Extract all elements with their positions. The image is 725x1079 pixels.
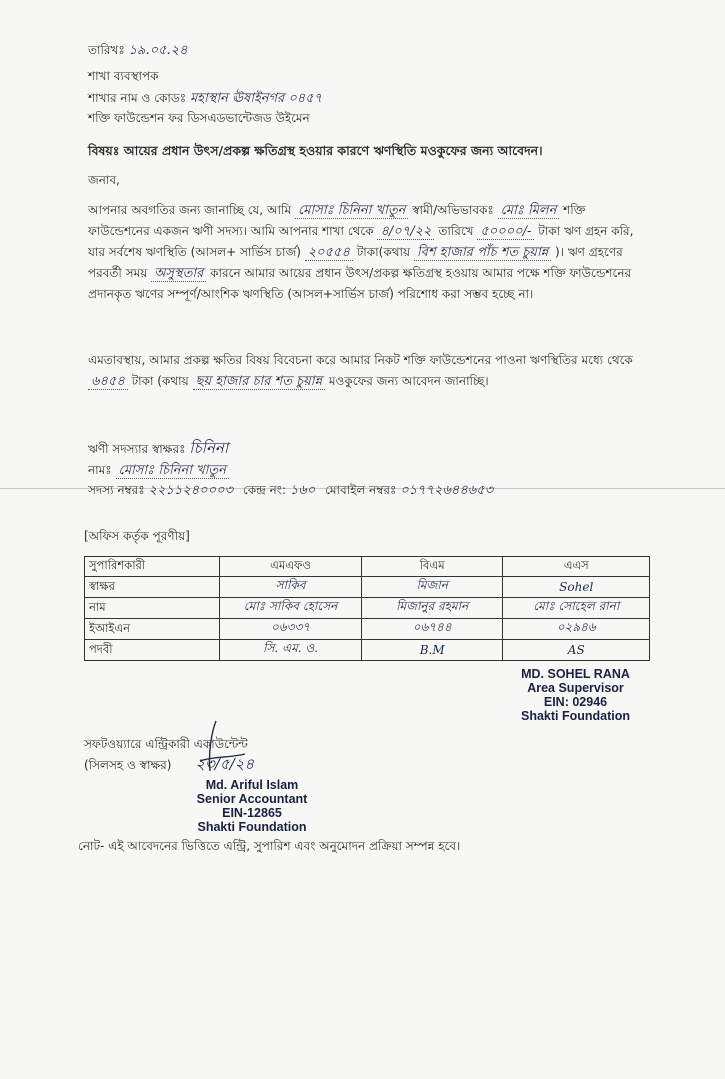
borrower-ids-line: [88, 482, 493, 499]
table-cell: মোঃ সাকিব হোসেন: [220, 598, 362, 619]
branch-line: [88, 90, 322, 107]
balance-words-filled: বিশ হাজার পাঁচ শত চুয়ান্ন: [414, 245, 551, 261]
stamp-acc-org: Shakti Foundation: [197, 820, 307, 834]
stamp-as-ein: EIN: 02946: [543, 695, 608, 709]
table-row: [85, 640, 650, 661]
stamp-as-org: Shakti Foundation: [520, 709, 631, 723]
table-row: [85, 598, 650, 619]
addressee: শাখা ব্যবস্থাপক: [88, 69, 159, 83]
table-cell: সি. এম. ও.: [220, 640, 362, 661]
row-label: ইআইএন: [85, 619, 220, 640]
member-no-label: সদস্য নম্বরঃ: [88, 483, 145, 497]
paragraph-1: [88, 200, 643, 305]
table-row: [85, 619, 650, 640]
para2-text-3: মওকুফের জন্য আবেদন জানাচ্ছি।: [328, 374, 489, 388]
accountant-stamp: [176, 778, 328, 834]
para1-text-3: শক্তি ফাউন্ডেশনের একজন ঋণী সদস্য। আমি আপনার শাখা থেকে: [88, 203, 586, 238]
borrower-name-label: নামঃ: [88, 463, 112, 477]
para2-text-1: এমতাবস্থায়, আমার প্রকল্প ক্ষতির বিষয় বিবেচনা করে আমার নিকট শক্তি ফাউন্ডেশনের পাওনা ঋণস্থিতির মধ্যে থেকে: [88, 353, 633, 367]
branch-label: শাখার নাম ও কোডঃ: [88, 91, 187, 105]
stamp-as-name: MD. SOHEL RANA: [521, 667, 630, 681]
mobile-label: মোবাইল নম্বরঃ: [324, 483, 397, 497]
para1-text-4: তারিখে: [438, 224, 474, 238]
salutation: জনাব,: [88, 173, 120, 187]
table-cell: AS: [503, 640, 650, 661]
table-cell: ০৬৭৪৪: [361, 619, 503, 640]
table-cell: ০৬৩৩৭: [220, 619, 362, 640]
borrower-signature: চিনিনা: [189, 439, 229, 457]
balance-filled: ২০৫৫৪: [305, 245, 353, 261]
row-label: পদবী: [85, 640, 220, 661]
para2-text-2: টাকা (কথায়: [131, 374, 189, 388]
area-supervisor-stamp: [488, 667, 663, 723]
stamp-as-title: Area Supervisor: [527, 681, 624, 695]
center-no-value: ১৬০: [289, 483, 316, 498]
date-value: ১৯.০৫.২৪: [128, 43, 188, 58]
table-cell: ০২৯৪৬: [503, 619, 650, 640]
para1-text-1: আপনার অবগতির জন্য জানাচ্ছি যে, আমি: [88, 203, 292, 217]
table-cell: মিজান: [361, 577, 503, 598]
member-name-filled: মোসাঃ চিনিনা খাতুন: [295, 203, 408, 219]
para1-text-6: টাকা(কথায়: [356, 245, 411, 259]
branch-value: মহাস্থান ঊষাইনগর ০৪৫৭: [189, 91, 323, 106]
accountant-signature-mark: [190, 716, 280, 776]
table-row: [85, 577, 650, 598]
accountant-label: সফটওয়্যারে এন্ট্রিকারী একাউন্টেন্ট: [84, 737, 248, 751]
stamp-acc-name: Md. Ariful Islam: [205, 778, 299, 792]
footer-note: নোট- এই আবেদনের ভিত্তিতে এন্ট্রি, সুপারিশ এবং অনুমোদন প্রক্রিয়া সম্পন্ন হবে।: [78, 839, 461, 853]
accountant-seal-label: (সিলসহ ও স্বাক্ষর): [84, 758, 172, 772]
table-header-cell: সুপারিশকারী: [85, 557, 220, 577]
table-cell: মিজানুর রহমান: [361, 598, 503, 619]
org-line: শক্তি ফাউন্ডেশন ফর ডিসএডভান্টেজড উইমেন: [88, 111, 310, 125]
date-label: তারিখঃ: [88, 43, 125, 57]
loan-date-filled: ৪/০৭/২২: [377, 224, 434, 240]
para1-text-7: )। ঋণ গ্রহণের পরবর্তী সময়: [88, 245, 623, 280]
para1-text-2: স্বামী/অভিভাবকঃ: [412, 203, 494, 217]
row-label: স্বাক্ষর: [85, 577, 220, 598]
mobile-value: ০১৭৭২৬৪৪৬৫৩: [400, 483, 494, 498]
waive-amount-filled: ৬৪৫৪: [88, 374, 128, 390]
recommendation-table: [84, 556, 650, 661]
borrower-sig-label: ঋণী সদস্যার স্বাক্ষরঃ: [88, 442, 186, 456]
reason-filled: অসুস্থতার: [151, 266, 206, 282]
row-label: নাম: [85, 598, 220, 619]
office-use-note: [অফিস কর্তৃক পূরণীয়]: [84, 529, 190, 543]
date-line: [88, 42, 188, 59]
waive-words-filled: ছয় হাজার চার শত চুয়ান্ন: [193, 374, 325, 390]
stamp-acc-ein: EIN-12865: [222, 806, 282, 820]
guardian-name-filled: মোঃ মিলন: [498, 203, 560, 219]
table-cell: সাকিব: [220, 577, 362, 598]
member-no-value: ২২১১২৪০০০৩: [148, 483, 233, 498]
loan-amount-filled: ৫০০০০/-: [477, 224, 534, 240]
table-header-cell: বিএম: [361, 557, 503, 577]
subject-line: বিষয়ঃ আয়ের প্রধান উৎস/প্রকল্প ক্ষতিগ্রস্থ হওয়ার কারণে ঋণস্থিতি মওকুফের জন্য আবেদন।: [88, 143, 543, 158]
borrower-name-line: [88, 462, 229, 479]
table-header-cell: এমএফও: [220, 557, 362, 577]
para1-text-5: টাকা ঋণ গ্রহন করি, যার সর্বশেষ ঋণস্থিতি (আসল+ সার্ভিস চার্জ): [88, 224, 634, 259]
stamp-acc-title: Senior Accountant: [196, 792, 308, 806]
borrower-signature-line: [88, 440, 228, 457]
table-cell: মোঃ সোহেল রানা: [503, 598, 650, 619]
borrower-name-value: মোসাঃ চিনিনা খাতুন: [116, 463, 229, 479]
para1-text-8: কারনে আমার আয়ের প্রধান উৎস/প্রকল্প ক্ষতিগ্রস্থ হওয়ায় আমার পক্ষে শক্তি ফাউন্ডেশনের প্রদানকৃত ঋণের সম্পূর্ণ/আংশিক ঋণস্থিতি (আসল+সার্ভিস চার্জ) পরিশোধ করা সম্ভব হচ্ছে না।: [88, 266, 632, 301]
table-cell: B.M: [361, 640, 503, 661]
accountant-signature-date: ২৩/৫/২৪: [195, 755, 255, 773]
paragraph-2: [88, 350, 643, 392]
center-no-label: কেন্দ্র নং:: [242, 483, 286, 497]
table-cell: Sohel: [503, 577, 650, 598]
table-header-cell: এএস: [503, 557, 650, 577]
table-header-row: [85, 557, 650, 577]
